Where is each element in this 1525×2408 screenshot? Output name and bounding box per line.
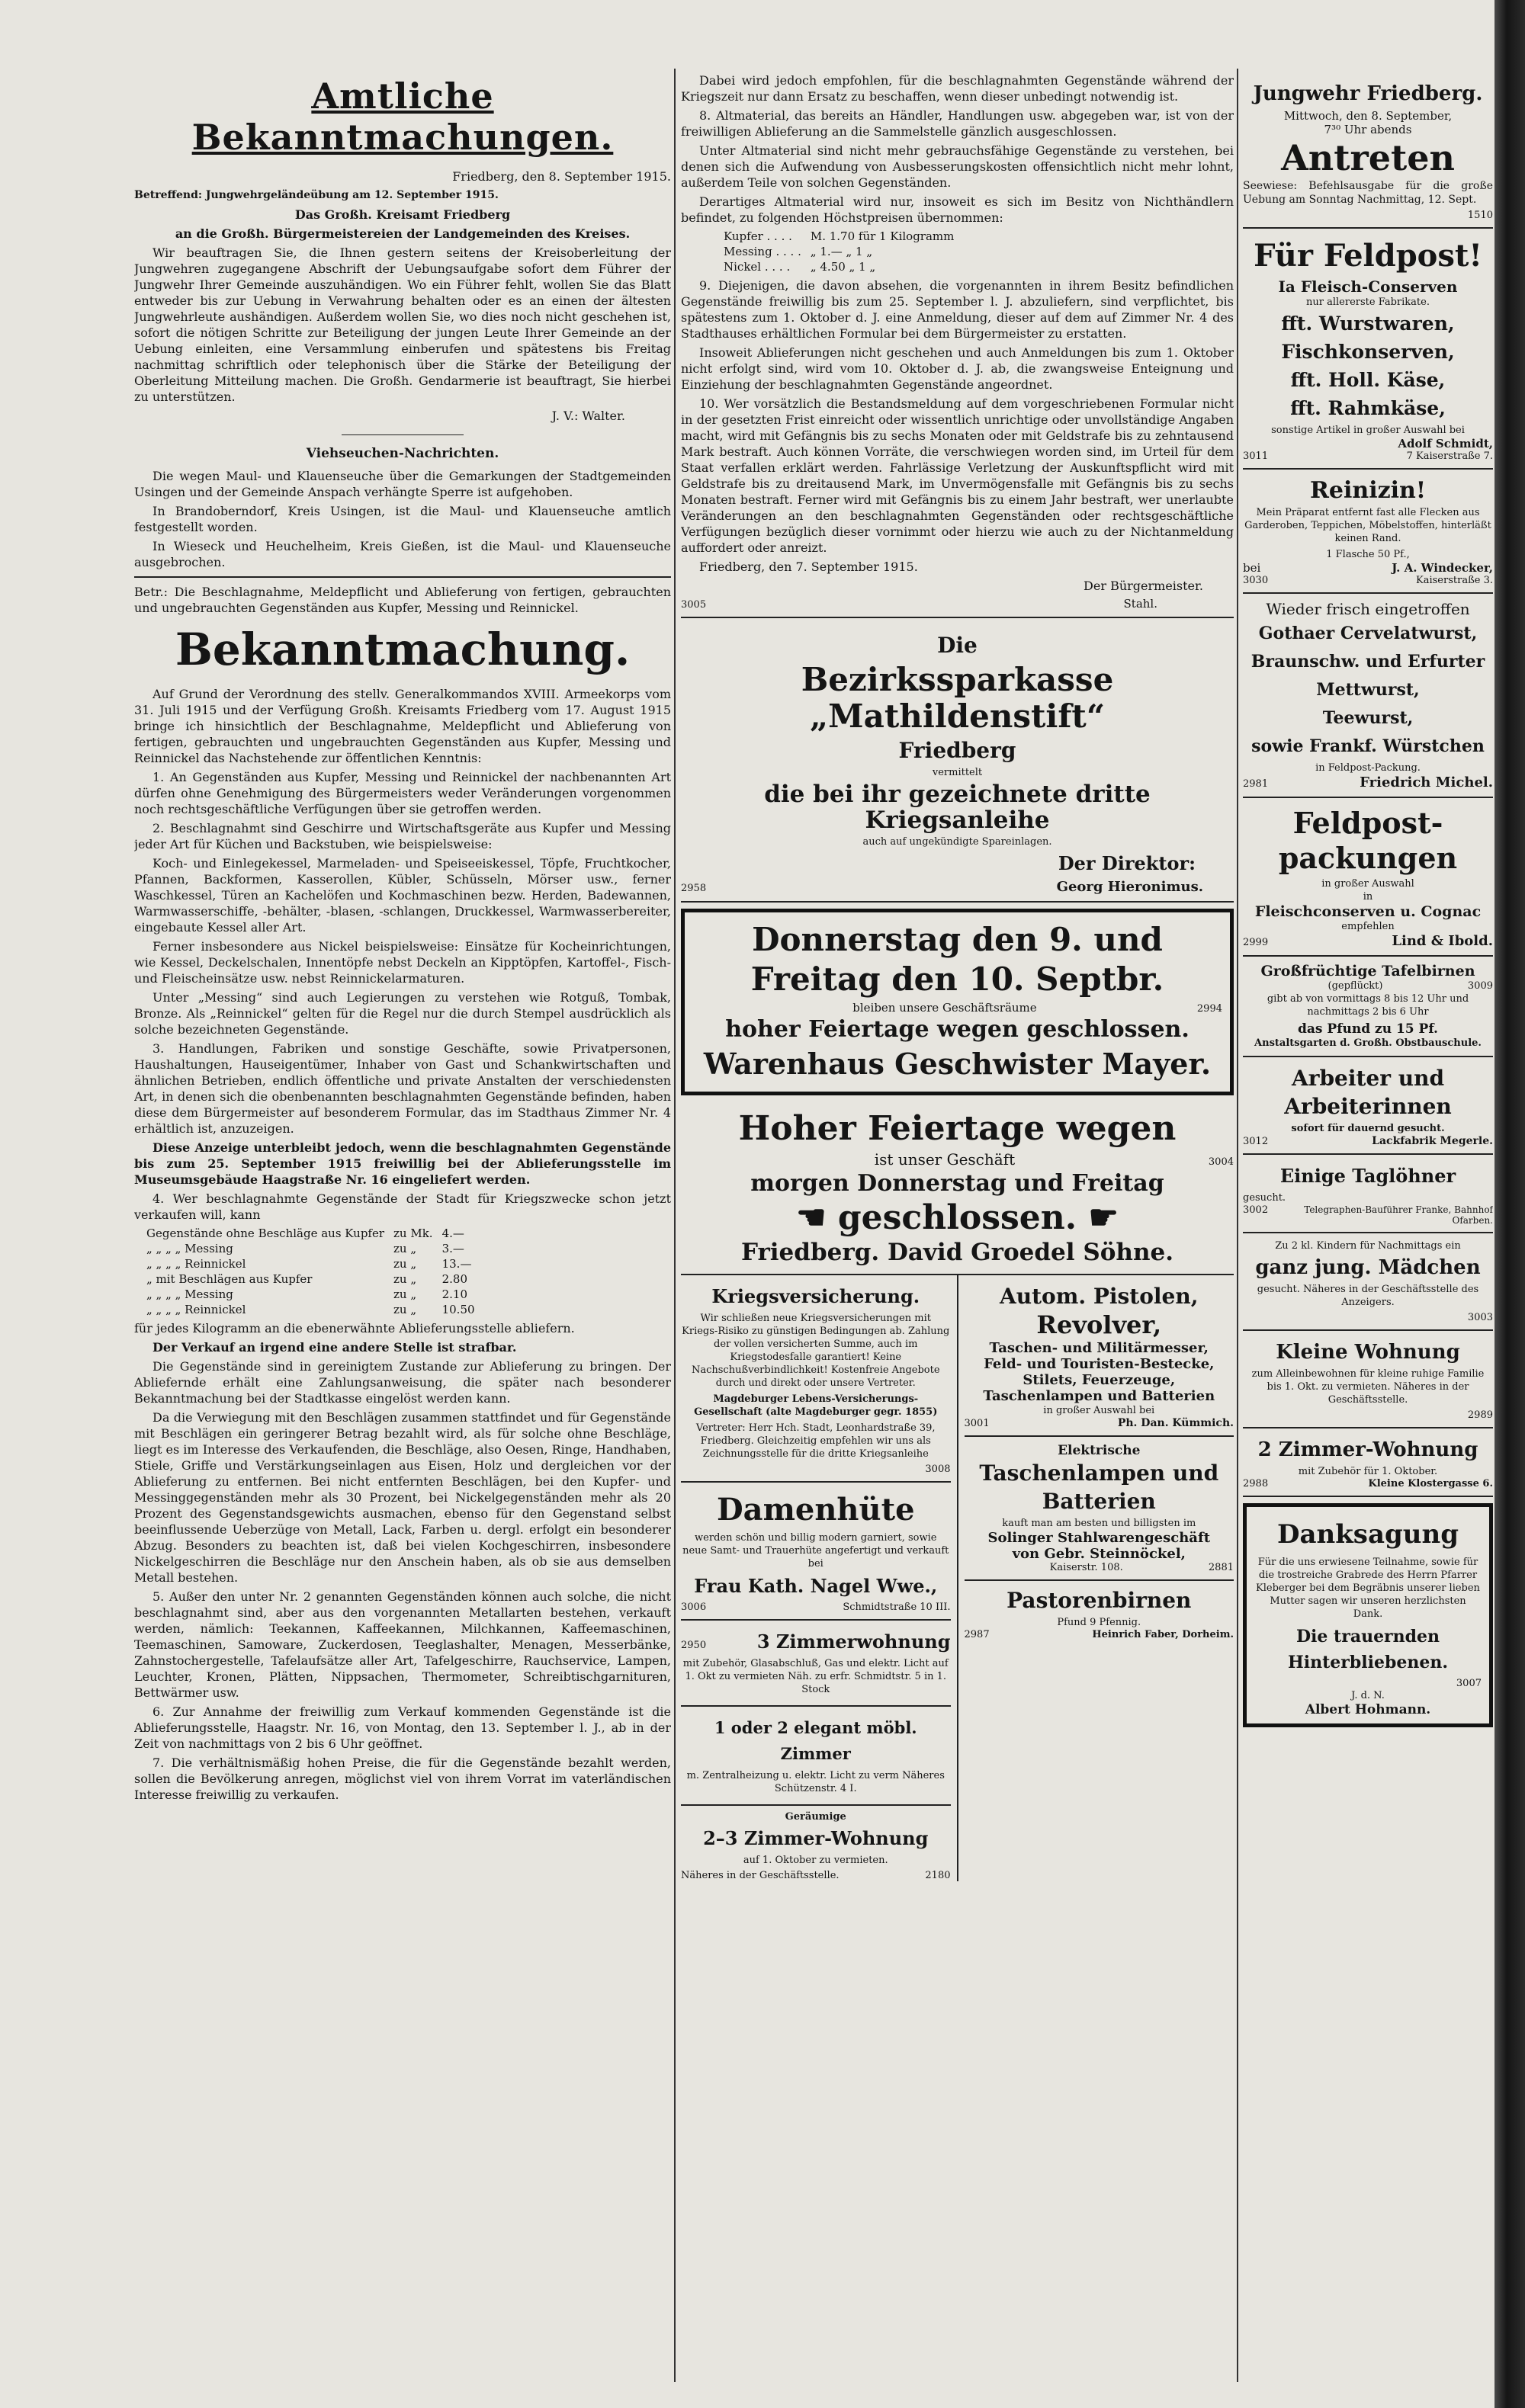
ad-line: Taschenlampen und Batterien [983,1388,1215,1404]
ad-headline: 2–3 Zimmer-Wohnung [703,1827,929,1849]
decree-p8b: Unter Altmaterial sind nicht mehr gebrauchsfähige Gegenstände zu verstehen, bei denen sich die Aufwendung von Ausbesserungskosten offensichtlich nicht mehr lohnt, außerdem Teile von solchen Gegenständen. [681,143,1234,190]
ad-warenhaus [681,909,1234,1095]
ad-reinizin [1243,470,1493,594]
ad-signature: Heinrich Faber, Dorheim. [1092,1629,1234,1640]
ad-headline: Hoher Feiertage wegen [738,1109,1177,1148]
ad-table-pears [1243,957,1493,1057]
page-binding-edge [1494,0,1525,2408]
ad-steinnoeckel [965,1437,1234,1581]
ad-number: 3009 [1467,980,1493,992]
decree-p4c: Der Verkauf an irgend eine andere Stelle ist strafbar. [152,1340,517,1355]
ad-line: fft. Wurstwaren, [1281,313,1455,335]
ad-headline: Revolver, [1036,1310,1162,1339]
ad-line: in Feldpost-Packung. [1315,762,1421,774]
ad-signature: Georg Hieronimus. [1056,879,1203,895]
ad-headline: Donnerstag den 9. und [752,921,1163,958]
decree-p0: Auf Grund der Verordnung des stellv. Generalkommandos XVIII. Armeekorps vom 31. Juli 1915 und der Verfügung Großh. Kreisamts Friedberg vom 17. August 1915 bringe ich hinsichtlich der Beschlagnahme, Meldepflicht und Ablieferung von fertigen, gebrauchten und ungebrauchten Gegenständen aus Kupfer, Messing und Reinnickel das Nachstehende zur öffentlichen Kenntnis: [134,687,671,765]
decree-p8: 8. Altmaterial, das bereits an Händler, Handlungen usw. abgegeben war, ist von der freiwilligen Ablieferung an die Sammelstelle gänzlich ausgeschlossen. [681,108,1234,139]
ad-headline: ganz jung. Mädchen [1255,1256,1481,1279]
ad-closed-text: geschlossen. [837,1198,1077,1237]
table-row: „ „ „ „ Messing zu „ 2.10 [146,1287,467,1301]
table-row: „ mit Beschlägen aus Kupfer zu „ 2.80 [146,1272,467,1286]
ad-number: 3008 [925,1464,951,1475]
ad-number: 2180 [925,1870,951,1881]
decree-sign-title: Der Bürgermeister. [1084,579,1203,593]
ad-line: bleiben unsere Geschäftsräume [852,1001,1037,1015]
ad-number: 3030 [1243,575,1269,586]
ad-line: vermittelt [932,767,983,778]
ad-body: gibt ab von vormittags 8 bis 12 Uhr und nachmittags 2 bis 6 Uhr [1267,993,1469,1018]
ad-line: empfehlen [1341,921,1395,932]
ad-headline: Batterien [1042,1489,1156,1514]
decree-sign-name: Stahl. [1123,597,1157,611]
ad-line: ist unser Geschäft [874,1150,1016,1169]
ad-number: 3002 [1243,1204,1269,1216]
decree-p4d: Die Gegenstände sind in gereinigtem Zustande zur Ablieferung zu bringen. Der Abliefernde erhält eine Zahlungsanweisung, die später nach besonderer Bekanntmachung bei der Stadtkasse eingelöst werden kann. [134,1359,671,1406]
table-row: Nickel . . . . „ 4.50 „ 1 „ [724,260,876,274]
ad-jungwehr [1243,72,1493,229]
ad-headline: Taschenlampen und [979,1461,1219,1486]
ad-body: werden schön und billig modern garniert, sowie neue Samt- und Trauerhüte angefertigt und verkauft bei [682,1532,949,1570]
ad-number: 3001 [964,1418,990,1429]
table-row: „ „ „ „ Reinnickel zu „ 13.— [146,1257,472,1271]
ad-body: gesucht. Näheres in der Geschäftsstelle des Anzeigers. [1257,1284,1479,1308]
ad-headline: Bezirkssparkasse „Mathildenstift“ [801,661,1114,735]
ad-headline: Danksagung [1277,1519,1459,1550]
column-middle [681,72,1234,1881]
ad-headline: Kleine Wohnung [1276,1341,1460,1364]
ad-headline: Feldpost- [1292,806,1443,840]
ad-line: Braunschw. und Erfurter [1250,652,1485,672]
ad-headline: packungen [1278,841,1458,875]
decree-p7: 7. Die verhältnismäßig hohen Preise, die für die Gegenstände bezahlt werden, sollen die Bevölkerung anregen, möglichst viel von ihrem Vorrat im vaterländischen Interesse freiwillig zu verkaufen. [134,1755,671,1802]
ad-body: Vertreter: Herr Hch. Stadt, Leonhardstraße 39, Friedberg. Gleichzeitig empfehlen wir uns als Zeichnungsstelle für die dritte Kriegsanleihe [695,1422,936,1460]
ad-headline: Freitag den 10. Septbr. [750,960,1164,998]
decree-subject: Betr.: Die Beschlagnahme, Meldepflicht und Ablieferung von fertigen, gebrauchten und ungebrauchten Gegenständen aus Kupfer, Messing und Reinnickel. [134,585,671,615]
ad-line: Mettwurst, [1316,680,1420,700]
scrap-price-table [719,229,958,274]
ad-price: 1 Flasche 50 Pf., [1326,549,1410,560]
ad-headline: Autom. Pistolen, [1000,1284,1199,1309]
decree-p6: 6. Zur Annahme der freiwillig zum Verkauf kommenden Gegenstände ist die Ablieferungsstelle, Haagstr. Nr. 16, von Montag, den 13. September l. J., ab in der Zeit von nachmittags von 2 bis 6 Uhr geöffnet. [134,1704,671,1751]
ad-line: die bei ihr gezeichnete dritte Kriegsanleihe [764,781,1151,834]
ad-number: 2999 [1243,937,1269,948]
ad-number: 3007 [1456,1678,1482,1689]
pointing-hand-icon: ☚ [796,1198,827,1237]
ad-small-flat [1243,1331,1493,1428]
ad-furnished-rooms [681,1707,951,1806]
ad-schmidt [1243,229,1493,470]
column-ads-right [1243,72,1493,1733]
ad-headline: 2 Zimmer-Wohnung [1257,1438,1478,1461]
ad-line: mit Zubehör für 1. Oktober. [1298,1466,1438,1477]
notice-signature: J. V.: Walter. [551,409,625,423]
decree-p10: 10. Wer vorsätzlich die Bestandsmeldung auf dem vorgeschriebenen Formular nicht in der gesetzten Frist einreicht oder wissentlich unrichtige oder unvollständige Angaben macht, wird mit Gefängnis bis zu sechs Monaten oder mit Geldstrafe bis zu zehntausend Mark bestraft. Auch können Vorräte, die verschwiegen worden sind, im Urteil für dem Staat verfallen erklärt werden. Fahrlässige Verletzung der Auskunftspflicht wird mit Geldstrafe bis zu dreitausend Mark, im Unvermögensfalle mit Gefängnis bis zu sechs Monaten bestraft. Ferner wird mit Gefängnis bis zu einem Jahr bestraft, wer unerlaubte Veränderungen an den beschlagnahmten Gegenständen oder rechtsgeschäftliche Verfügungen bezüglich dieser vornimmt oder hierzu wie auch zu der Nichtanmeldung auffordert oder anreizt. [681,396,1234,555]
decree-p9: 9. Diejenigen, die davon absehen, die vorgenannten in ihrem Besitz befindlichen Gegenstände freiwillig bis zum 25. September l. J. abzuliefern, sind verpflichtet, bis spätestens zum 1. Oktober d. J. eine Anmeldung, dieser auf dem auf Zimmer Nr. 4 des Stadthauses erhältlichen Formular bei dem Bürgermeister zu erstatten. [681,278,1234,341]
decree-p3b: Diese Anzeige unterbleibt jedoch, wenn die beschlagnahmten Gegenstände bis zum 25. September 1915 freiwillig bei der Ablieferungsstelle im Museumsgebäude Haagstraße Nr. 16 eingeliefert werden. [134,1140,671,1187]
decree-p1: 1. An Gegenständen aus Kupfer, Messing und Reinnickel der nachbenannten Art dürfen ohne Genehmigung des Bürgermeisters weder Veränderungen vorgenommen noch rechtsgeschäftliche Verfügungen über sie getroffen werden. [134,770,671,816]
ad-subcolumn-left [681,1275,951,1881]
decree-p8c: Derartiges Altmaterial wird nur, insoweit es sich im Besitz von Nichthändlern befindet, zu folgenden Höchstpreisen übernommen: [681,194,1234,225]
decree-p3: 3. Handlungen, Fabriken und sonstige Geschäfte, sowie Privatpersonen, Haushaltungen, Hauseigentümer, Inhaber von Gast und Schankwirtschaften und ähnlichen Betrieben, endlich öffentliche und private Anstalten der verschiedensten Art, in denen sich die obenbenannten beschlagnahmten Gegenstände befinden, haben diese dem Bürgermeister auf besonderem Formular, das im Stadthaus Zimmer Nr. 4 erhältlich ist, anzuzeigen. [134,1041,671,1136]
column-rule [1237,69,1238,2382]
ad-line: fft. Rahmkäse, [1290,397,1446,419]
ad-number: 3006 [681,1602,707,1613]
ad-line: Die trauernden Hinterbliebenen. [1287,1627,1448,1672]
notice-recipient: an die Großh. Bürgermeistereien der Landgemeinden des Kreises. [175,226,631,241]
ad-signature: Warenhaus Geschwister Mayer. [703,1047,1212,1081]
ad-signature: Friedberg. David Groedel Söhne. [740,1239,1174,1266]
decree-p4e: Da die Verwiegung mit den Beschlägen zusammen stattfindet und für Gegenstände mit Beschlägen ein geringerer Betrag bezahlt wird, als für solche ohne Beschläge, liegt es im Interesse des Verkaufenden, die Beschläge, also Oesen, Ringe, Handhaben, Stiele, Griffe und Verstärkungseinlagen aus Eisen, Holz und dergleichen vor der Ablieferung zu entfernen. Bei nicht entfernten Beschlägen, bei den Kupfer- und Messinggegenständen mehr als 30 Prozent, bei Nickelgegenständen mehr als 20 Prozent des Gegenstandsgewichts ausmachen, ebenso für den Gegenstand selbst beeinflussende Ueberzüge von Metall, Lack, Farben u. dergl. erfolgt ein besonderer Abzug. Besonders zu beachten ist, daß bei vielen Kochgeschirren, insbesondere Nickelgeschirren die Beschläge nur den Anschein haben, als ob sie aus demselben Metall bestehen. [134,1410,671,1585]
ad-headline: Pastorenbirnen [1006,1588,1192,1613]
ad-line: Gothaer Cervelatwurst, [1258,624,1478,643]
ad-insurance [681,1275,951,1483]
ad-body: Näheres in der Geschäftsstelle. [681,1870,840,1881]
table-row: Gegenstände ohne Beschläge aus Kupfer zu Mk. 4.— [146,1226,464,1240]
ad-signature: Albert Hohmann. [1305,1702,1431,1717]
ad-groedel [681,1101,1234,1275]
ad-signature: Ph. Dan. Kümmich. [1117,1417,1234,1429]
ad-headline: Großfrüchtige Tafelbirnen [1260,963,1475,980]
ad-line: Die [937,633,978,658]
ad-michel [1243,594,1493,798]
ad-2-3-room-flat [681,1806,951,1881]
ad-number: 3004 [1208,1156,1234,1168]
ad-line: Friedberg [898,738,1016,763]
ad-signature: Lackfabrik Megerle. [1372,1135,1493,1147]
ad-signature: Frau Kath. Nagel Wwe., [694,1575,938,1597]
ad-number: 2987 [964,1629,990,1640]
ad-line: kauft man am besten und billigsten im [1002,1518,1196,1529]
table-row: „ „ „ „ Messing zu „ 3.— [146,1242,464,1255]
decree-p2: 2. Beschlagnahmt sind Geschirre und Wirtschaftsgeräte aus Kupfer und Messing jeder Art für Küchen und Backstuben, wie beispielsweise: [134,821,671,851]
ad-body: Seewiese: Befehlsausgabe für die große Uebung am Sonntag Nachmittag, 12. Sept. [1243,180,1493,206]
ad-line: von Gebr. Steinnöckel, [1012,1546,1186,1562]
ad-number: 3012 [1243,1136,1269,1147]
table-row: Kupfer . . . . M. 1.70 für 1 Kilogramm [724,229,955,243]
ad-address: Kaiserstr. 108. [1049,1562,1123,1573]
ad-headline: 1 oder 2 elegant möbl. Zimmer [714,1718,917,1763]
ad-line: Teewurst, [1322,708,1414,728]
ad-line: morgen Donnerstag und Freitag [750,1170,1164,1197]
ad-number: 2958 [681,883,707,894]
notice-date: Friedberg, den 8. September 1915. [452,169,671,184]
ad-lind-ibold [1243,798,1493,957]
ad-body: Für die uns erwiesene Teilnahme, sowie für die trostreiche Grabrede des Herrn Pfarrer Kleberger bei dem Begräbnis unserer lieben Mutter sagen wir unseren herzlichsten Dank. [1256,1557,1480,1620]
ad-headline: Kriegsversicherung. [711,1285,920,1307]
ad-line: in [1363,891,1373,903]
notice-sender: Das Großh. Kreisamt Friedberg [294,207,511,222]
ad-line: (gepflückt) [1328,980,1383,992]
pointing-hand-icon: ☛ [1088,1198,1119,1237]
ad-address: Schmidtstraße 10 III. [843,1602,951,1613]
ad-line: sowie Frankf. Würstchen [1251,736,1485,756]
livestock-p1: Die wegen Maul- und Klauenseuche über die Gemarkungen der Stadtgemeinden Usingen und der Gemeinde Anspach verhängte Sperre ist aufgehoben. [134,469,671,499]
ad-kuemmich [965,1275,1234,1437]
ad-address: Kleine Klostergasse 6. [1368,1478,1493,1489]
ad-line: Wieder frisch eingetroffen [1266,600,1470,618]
decree-p4: 4. Wer beschlagnahmte Gegenstände der Stadt für Kriegszwecke schon jetzt verkaufen will, kann [134,1191,671,1222]
decree-p4b: für jedes Kilogramm an die ebenerwähnte Ablieferungsstelle abliefern. [134,1321,575,1335]
ad-line: Mittwoch, den 8. September, [1283,109,1453,123]
price-table [142,1226,480,1317]
livestock-title: Viehseuchen-Nachrichten. [306,446,499,461]
ad-2-room-flat [1243,1428,1493,1497]
ad-girl-wanted [1243,1233,1493,1331]
ad-number: 2950 [681,1640,707,1651]
table-row: „ „ „ „ Reinnickel zu „ 10.50 [146,1303,475,1316]
ad-headline: Reinizin! [1309,477,1427,504]
ad-line: Fleischconserven u. Cognac [1254,903,1482,920]
ad-headline: Jungwehr Friedberg. [1253,82,1483,105]
table-row: Messing . . . . „ 1.— „ 1 „ [724,245,873,258]
ad-megerle [1243,1057,1493,1155]
ad-thanks [1243,1503,1493,1727]
ad-day-laborers [1243,1155,1493,1233]
ad-subcolumn-right [965,1275,1234,1881]
ad-headline: 3 Zimmerwohnung [756,1630,951,1653]
ad-headline: Antreten [1281,137,1455,178]
ad-number: 1510 [1467,210,1493,221]
ad-line: Taschen- und Militärmesser, [989,1340,1209,1356]
ad-signature: Adolf Schmidt, [1398,437,1493,450]
ad-body: Mein Präparat entfernt fast alle Flecken aus Garderoben, Teppichen, Möbelstoffen, hinterläßt keinen Rand. [1244,507,1491,544]
ad-line: in großer Auswahl [1321,878,1414,890]
ad-line: Fischkonserven, [1281,341,1455,363]
ad-headline: Arbeiterinnen [1284,1094,1452,1119]
ad-signature: Anstaltsgarten d. Großh. Obstbauschule. [1254,1037,1482,1049]
ad-number: 2988 [1243,1478,1269,1489]
ad-line: Ia Fleisch-Conserven [1278,277,1458,296]
ad-company: Magdeburger Lebens-Versicherungs-Gesellschaft (alte Magdeburger gegr. 1855) [694,1393,938,1418]
decree-p2b: Koch- und Einlegekessel, Marmeladen- und Speiseeiskessel, Töpfe, Fruchtkocher, Pfannen, Backformen, Kasserollen, Kübler, Schüsseln, Mörser usw., ferner Waschkessel, Türen an Kachelöfen und Kochmaschinen bezw. Herden, Badewannen, Warmwasserschiffe, -behälter, -blasen, -schlangen, Druckkessel, Warmwasserbereiter, eingebaute Kessel aller Art. [134,856,671,935]
ad-body: Wir schließen neue Kriegsversicherungen mit Kriegs-Risiko zu günstigen Bedingungen ab. Zahlung der vollen versicherten Summe, auch im Kriegstodesfalle garantiert! Keine Nachschußverbindlichkeit! Kostenfreie Angebote durch und direkt oder unsere Vertreter. [682,1313,950,1389]
ad-body: mit Zubehör, Glasabschluß, Gas und elektr. Licht auf 1. Okt zu vermieten Näh. zu erfr. Schmidtstr. 5 in 1. Stock [682,1658,949,1695]
ad-number: 2881 [1208,1562,1234,1573]
column-official-notices [134,72,671,1806]
ad-number: 3005 [681,599,707,611]
ad-number: 3003 [1467,1312,1493,1323]
ad-signature: Lind & Ibold. [1392,933,1493,949]
decree-cont: Dabei wird jedoch empfohlen, für die beschlagnahmten Gegenstände während der Kriegszeit nur dann Ersatz zu beschaffen, wenn dieser unbedingt notwendig ist. [681,73,1234,104]
ad-line: sofort für dauernd gesucht. [1291,1123,1445,1134]
ad-line [681,1200,1234,1236]
ad-number: 2994 [1196,1003,1222,1015]
ad-sparkasse [681,624,1234,903]
notice-subject: Betreffend: Jungwehrgeländeübung am 12. September 1915. [134,189,499,201]
decree-p5: 5. Außer den unter Nr. 2 genannten Gegenständen können auch solche, die nicht beschlagnahmt sind, aber aus den vorgenannten Metallarten bestehen, verkauft werden, nämlich: Teekannen, Kaffeekannen, Milchkannen, Kaffeemaschinen, Teemaschinen, Samoware, Zuckerdosen, Teeglashalter, Menagen, Messerbänke, Zahnstochergestelle, Tafelaufsätze aller Art, Tafelgeschirre, Rauchservice, Lampen, Leuchter, Kronen, Plätten, Nippsachen, Thermometer, Schreibtischgarnituren, Bettwärmer usw. [134,1589,671,1700]
ad-pears [965,1581,1234,1640]
ad-hats [681,1483,951,1621]
ad-body: m. Zentralheizung u. elektr. Licht zu verm Näheres Schützenstr. 4 I. [686,1770,945,1794]
ad-headline: Damenhüte [716,1492,915,1528]
ad-number: 2981 [1243,778,1269,790]
ad-grid [681,1275,1234,1881]
ad-line: in großer Auswahl bei [1043,1405,1155,1416]
decree-title: Bekanntmachung. [175,624,631,675]
livestock-p3: In Wieseck und Heuchelheim, Kreis Gießen, ist die Maul- und Klauenseuche ausgebrochen. [134,539,671,569]
decree-p2c: Ferner insbesondere aus Nickel beispielsweise: Einsätze für Kocheinrichtungen, wie Kessel, Deckelschalen, Innentöpfe nebst Deckeln an Kipptöpfen, Kartoffel-, Fisch- und Fleischeinsätze usw. nebst Reinnickelarmaturen. [134,939,671,986]
section-title: Amtliche Bekanntmachungen. [191,75,614,158]
ad-price: das Pfund zu 15 Pf. [1298,1021,1438,1037]
column-rule [674,69,676,2382]
ad-line: Der Direktor: [1058,852,1196,874]
ad-address: 7 Kaiserstraße 7. [1406,450,1493,462]
ad-3-room-flat [681,1621,951,1707]
ad-address: Kaiserstraße 3. [1416,575,1493,586]
ad-line: Pfund 9 Pfennig. [1057,1617,1141,1628]
ad-headline: Einige Taglöhner [1279,1165,1456,1187]
ad-signature: J. A. Windecker, [1392,561,1493,575]
ad-line: Stilets, Feuerzeuge, [1023,1372,1176,1388]
ad-line: Zu 2 kl. Kindern für Nachmittags ein [1275,1240,1461,1252]
livestock-p2: In Brandoberndorf, Kreis Usingen, ist die Maul- und Klauenseuche amtlich festgestellt worden. [134,504,671,534]
ad-number: 3011 [1243,450,1269,462]
ad-line: Geräumige [785,1811,846,1823]
ad-line: nur allererste Fabrikate. [1306,297,1430,308]
ad-headline: Für Feldpost! [1254,238,1482,274]
ad-line: Solinger Stahlwarengeschäft [987,1530,1211,1546]
decree-p2d: Unter „Messing“ sind auch Legierungen zu verstehen wie Rotguß, Tombak, Bronze. Als „Reinnickel“ gelten für die Regel nur die durch Stempel ausdrücklich als solche bezeichneten Gegenstände. [134,990,671,1037]
ad-line: gesucht. [1243,1192,1286,1204]
ad-line: 7³⁰ Uhr abends [1324,123,1412,136]
ad-body: Telegraphen-Bauführer Franke, Bahnhof Ofarben. [1304,1204,1493,1226]
ad-line: Feld- und Touristen-Bestecke, [984,1356,1215,1372]
ad-line: Elektrische [1058,1443,1141,1458]
ad-line: auch auf ungekündigte Spareinlagen. [862,836,1052,848]
notice-body: Wir beauftragen Sie, die Ihnen gestern seitens der Kreisoberleitung der Jungwehren zugegangene Abschrift der Uebungsaufgabe sofort dem Führer der Jungwehr Ihrer Gemeinde auszuhändigen. Wo ein Führer fehlt, wollen Sie das Blatt entweder bis zur Uebung in Verwahrung behalten oder es an einen der ältesten Jungwehrleute aushändigen. Außerdem wollen Sie, wo dies noch nicht geschehen ist, sofort die nötigen Schritte zur Beteiligung der jungen Leute Ihrer Gemeinde an der Uebung einleiten, eine Versammlung einberufen und spätestens bis Freitag nachmittag schriftlich oder telephonisch über die Stärke der Beteiligung der Oberleitung Mitteilung machen. Die Großh. Gendarmerie ist beauftragt, Sie hierbei zu unterstützen. [134,245,671,404]
ad-line: bei [1243,561,1261,575]
ad-line: fft. Holl. Käse, [1290,369,1446,391]
ad-line: hoher Feiertage wegen geschlossen. [725,1016,1190,1043]
ad-number: 2989 [1467,1409,1493,1421]
decree-p9b: Insoweit Ablieferungen nicht geschehen und auch Anmeldungen bis zum 1. Oktober nicht erfolgt sind, wird vom 10. Oktober d. J. ab, die zwangsweise Enteignung und Einziehung der beschlagnahmten Gegenstände angeordnet. [681,345,1234,392]
ad-body: zum Alleinbewohnen für kleine ruhige Familie bis 1. Okt. zu vermieten. Näheres in der Geschäftsstelle. [1251,1368,1485,1406]
ad-headline: Arbeiter und [1291,1066,1445,1091]
ad-line: J. d. N. [1351,1690,1385,1701]
ad-line: sonstige Artikel in großer Auswahl bei [1271,425,1465,436]
ad-body: auf 1. Oktober zu vermieten. [743,1855,888,1866]
ad-signature: Friedrich Michel. [1360,774,1493,790]
decree-date: Friedberg, den 7. September 1915. [699,560,918,574]
